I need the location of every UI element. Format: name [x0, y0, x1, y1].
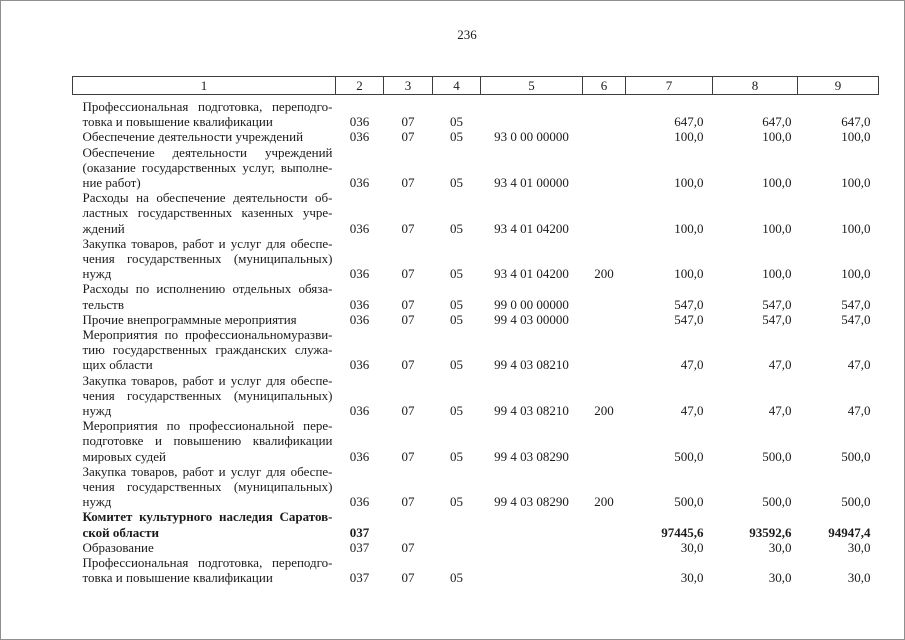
row-description — [73, 464, 336, 510]
table-row — [73, 190, 879, 236]
code-grbs-cell: 037 — [349, 539, 370, 555]
description-line: Мероприятия по профессиональной пере- — [82, 418, 333, 434]
amount-2017-cell: 30,0 — [768, 539, 792, 555]
amount-2018-cell: 47,0 — [847, 403, 871, 419]
description-line: Обеспечение деятельности учреждений — [82, 144, 333, 160]
amount-2018-cell: 47,0 — [847, 357, 871, 373]
code-target-article-cell — [481, 540, 583, 555]
amount-2017-cell: 93592,6 — [749, 524, 792, 540]
amount-2016-cell: 30,0 — [680, 570, 704, 586]
description-line: нужд — [82, 494, 112, 510]
amount-2016-cell: 30,0 — [680, 539, 704, 555]
code-grbs-cell: 037 — [349, 524, 370, 540]
code-grbs-cell: 036 — [349, 114, 370, 130]
description-line: Расходы по исполнению отдельных обяза- — [82, 281, 333, 297]
code-target-article-cell — [481, 509, 583, 539]
code-podrazdel-cell: 05 — [450, 220, 463, 236]
description-line: ской области — [82, 524, 159, 540]
code-grbs-cell: 036 — [349, 296, 370, 312]
description-line: Прочие внепрограммные мероприятия — [82, 311, 297, 327]
description-line: чения государственных (муниципальных) — [82, 479, 333, 495]
code-target-article-cell: 93 4 01 00000 — [494, 175, 569, 191]
code-podrazdel-cell: 05 — [450, 296, 463, 312]
row-description — [73, 540, 336, 555]
amount-2017-cell: 100,0 — [762, 220, 792, 236]
code-razdel-cell: 07 — [401, 570, 415, 586]
budget-table — [72, 76, 879, 586]
code-grbs-cell: 036 — [349, 175, 370, 191]
amount-2018-cell: 500,0 — [841, 494, 871, 510]
description-line: тельств — [82, 296, 124, 312]
code-target-article-cell: 99 4 03 08210 — [494, 403, 569, 419]
code-razdel-cell: 07 — [401, 539, 415, 555]
amount-2018-cell: 547,0 — [841, 311, 871, 327]
code-expense-type-cell — [583, 145, 626, 191]
row-description — [73, 509, 336, 539]
code-grbs-cell: 036 — [349, 220, 370, 236]
code-target-article-cell: 93 0 00 00000 — [494, 129, 569, 145]
amount-2016-cell: 47,0 — [680, 357, 704, 373]
description-line: чения государственных (муниципальных) — [82, 251, 333, 267]
page-number: 236 — [457, 27, 477, 42]
row-description — [73, 281, 336, 311]
description-line: мировых судей — [82, 448, 166, 464]
code-expense-type-cell — [583, 509, 626, 539]
code-podrazdel-cell: 05 — [450, 357, 463, 373]
table-row — [73, 509, 879, 539]
code-podrazdel-cell: 05 — [450, 129, 463, 145]
table-row — [73, 464, 879, 510]
amount-2017-cell: 100,0 — [762, 266, 792, 282]
row-description — [73, 312, 336, 327]
amount-2017-cell: 100,0 — [762, 175, 792, 191]
code-target-article-cell: 99 4 03 08290 — [494, 448, 569, 464]
amount-2017-cell: 547,0 — [762, 296, 792, 312]
code-expense-type-cell — [583, 129, 626, 144]
code-podrazdel-cell — [433, 509, 481, 539]
code-podrazdel-cell: 05 — [450, 114, 463, 130]
amount-2018-cell: 500,0 — [841, 448, 871, 464]
code-razdel-cell: 07 — [401, 266, 415, 282]
description-line: ждений — [82, 220, 125, 236]
amount-2018-cell: 100,0 — [841, 220, 871, 236]
code-razdel-cell: 07 — [401, 311, 415, 327]
amount-2016-cell: 100,0 — [674, 175, 704, 191]
amount-2016-cell: 647,0 — [674, 114, 704, 130]
code-razdel-cell: 07 — [401, 357, 415, 373]
code-razdel-cell: 07 — [401, 129, 415, 145]
code-expense-type-cell: 200 — [594, 494, 614, 510]
amount-2016-cell: 100,0 — [674, 266, 704, 282]
column-header: 8 — [713, 77, 798, 95]
amount-2017-cell: 100,0 — [762, 129, 792, 145]
table-row — [73, 418, 879, 464]
column-header: 4 — [433, 77, 481, 95]
table-row — [73, 327, 879, 373]
amount-2016-cell: 500,0 — [674, 494, 704, 510]
code-razdel-cell: 07 — [401, 296, 415, 312]
code-grbs-cell: 036 — [349, 129, 370, 145]
code-expense-type-cell — [583, 418, 626, 464]
table-row — [73, 95, 879, 130]
table-row — [73, 129, 879, 144]
code-razdel-cell: 07 — [401, 494, 415, 510]
description-line: Профессиональная подготовка, переподго- — [82, 99, 333, 114]
code-razdel-cell: 07 — [401, 220, 415, 236]
column-header: 2 — [336, 77, 384, 95]
description-line: Профессиональная подготовка, переподго- — [82, 555, 333, 571]
amount-2017-cell: 500,0 — [762, 448, 792, 464]
amount-2016-cell: 100,0 — [674, 220, 704, 236]
code-expense-type-cell — [583, 312, 626, 327]
amount-2016-cell: 97445,6 — [661, 524, 704, 540]
code-podrazdel-cell — [433, 540, 481, 555]
description-line: Мероприятия по профессиональномуразви- — [82, 327, 333, 343]
code-podrazdel-cell: 05 — [450, 570, 463, 586]
description-line: нужд — [82, 403, 112, 419]
code-podrazdel-cell: 05 — [450, 175, 463, 191]
column-header: 5 — [481, 77, 583, 95]
amount-2017-cell: 47,0 — [768, 403, 792, 419]
code-razdel-cell: 07 — [401, 403, 415, 419]
code-expense-type-cell — [583, 190, 626, 236]
table-row — [73, 373, 879, 419]
code-target-article-cell: 93 4 01 04200 — [494, 220, 569, 236]
code-grbs-cell: 036 — [349, 311, 370, 327]
code-target-article-cell: 99 0 00 00000 — [494, 296, 569, 312]
description-line: товка и повышение квалификации — [82, 114, 273, 130]
code-expense-type-cell — [583, 555, 626, 585]
amount-2016-cell: 47,0 — [680, 403, 704, 419]
description-line: товка и повышение квалификации — [82, 570, 273, 586]
code-podrazdel-cell: 05 — [450, 448, 463, 464]
code-expense-type-cell — [583, 540, 626, 555]
code-target-article-cell — [481, 95, 583, 130]
description-line: подготовке и повышению квалификации — [82, 433, 333, 449]
row-description — [73, 129, 336, 144]
amount-2016-cell: 547,0 — [674, 311, 704, 327]
description-line: нужд — [82, 266, 112, 282]
column-header: 9 — [798, 77, 879, 95]
description-line: Закупка товаров, работ и услуг для обеспе- — [82, 235, 333, 251]
column-header: 1 — [73, 77, 336, 95]
code-target-article-cell — [481, 555, 583, 585]
description-line: ние работ) — [82, 175, 141, 191]
amount-2016-cell: 100,0 — [674, 129, 704, 145]
table-row — [73, 312, 879, 327]
description-line: Обеспечение деятельности учреждений — [82, 129, 304, 145]
code-expense-type-cell — [583, 95, 626, 130]
amount-2017-cell: 647,0 — [762, 114, 792, 130]
amount-2018-cell: 100,0 — [841, 129, 871, 145]
code-target-article-cell: 99 4 03 00000 — [494, 311, 569, 327]
amount-2018-cell: 30,0 — [847, 539, 871, 555]
code-grbs-cell: 036 — [349, 403, 370, 419]
amount-2018-cell: 100,0 — [841, 175, 871, 191]
row-description — [73, 190, 336, 236]
code-razdel-cell: 07 — [401, 175, 415, 191]
description-line: Образование — [82, 539, 154, 555]
header-row — [73, 77, 879, 95]
amount-2016-cell: 500,0 — [674, 448, 704, 464]
code-target-article-cell: 99 4 03 08210 — [494, 357, 569, 373]
table-row — [73, 540, 879, 555]
code-podrazdel-cell: 05 — [450, 311, 463, 327]
amount-2018-cell: 94947,4 — [828, 524, 871, 540]
amount-2017-cell: 500,0 — [762, 494, 792, 510]
description-line: Комитет культурного наследия Саратов- — [82, 509, 333, 525]
description-line: (оказание государственных услуг, выполне- — [82, 159, 333, 175]
code-target-article-cell: 93 4 01 04200 — [494, 266, 569, 282]
description-line: Закупка товаров, работ и услуг для обеспе- — [82, 372, 333, 388]
amount-2018-cell: 100,0 — [841, 266, 871, 282]
table-row — [73, 281, 879, 311]
table-row — [73, 555, 879, 585]
table-body — [73, 95, 879, 586]
description-line: ластных государственных казенных учре- — [82, 205, 333, 221]
column-header: 3 — [384, 77, 433, 95]
code-grbs-cell: 037 — [349, 570, 370, 586]
code-expense-type-cell: 200 — [594, 266, 614, 282]
amount-2017-cell: 47,0 — [768, 357, 792, 373]
row-description — [73, 145, 336, 191]
code-expense-type-cell — [583, 281, 626, 311]
description-line: чения государственных (муниципальных) — [82, 387, 333, 403]
code-target-article-cell: 99 4 03 08290 — [494, 494, 569, 510]
row-description — [73, 236, 336, 282]
table-header — [73, 77, 879, 95]
row-description — [73, 327, 336, 373]
code-podrazdel-cell: 05 — [450, 494, 463, 510]
row-description — [73, 418, 336, 464]
amount-2018-cell: 647,0 — [841, 114, 871, 130]
code-razdel-cell — [384, 509, 433, 539]
column-header: 6 — [583, 77, 626, 95]
row-description — [73, 95, 336, 130]
amount-2017-cell: 30,0 — [768, 570, 792, 586]
code-razdel-cell: 07 — [401, 448, 415, 464]
code-podrazdel-cell: 05 — [450, 266, 463, 282]
table-row — [73, 145, 879, 191]
description-line: тию государственных гражданских служа- — [82, 342, 333, 358]
amount-2018-cell: 547,0 — [841, 296, 871, 312]
code-grbs-cell: 036 — [349, 494, 370, 510]
amount-2018-cell: 30,0 — [847, 570, 871, 586]
amount-2017-cell: 547,0 — [762, 311, 792, 327]
code-grbs-cell: 036 — [349, 357, 370, 373]
column-header: 7 — [626, 77, 713, 95]
code-razdel-cell: 07 — [401, 114, 415, 130]
code-grbs-cell: 036 — [349, 448, 370, 464]
row-description — [73, 373, 336, 419]
description-line: Закупка товаров, работ и услуг для обеспе- — [82, 463, 333, 479]
description-line: щих области — [82, 357, 153, 373]
row-description — [73, 555, 336, 585]
description-line: Расходы на обеспечение деятельности об- — [82, 190, 333, 206]
code-expense-type-cell — [583, 327, 626, 373]
code-expense-type-cell: 200 — [594, 403, 614, 419]
amount-2016-cell: 547,0 — [674, 296, 704, 312]
code-podrazdel-cell: 05 — [450, 403, 463, 419]
table-row — [73, 236, 879, 282]
code-grbs-cell: 036 — [349, 266, 370, 282]
